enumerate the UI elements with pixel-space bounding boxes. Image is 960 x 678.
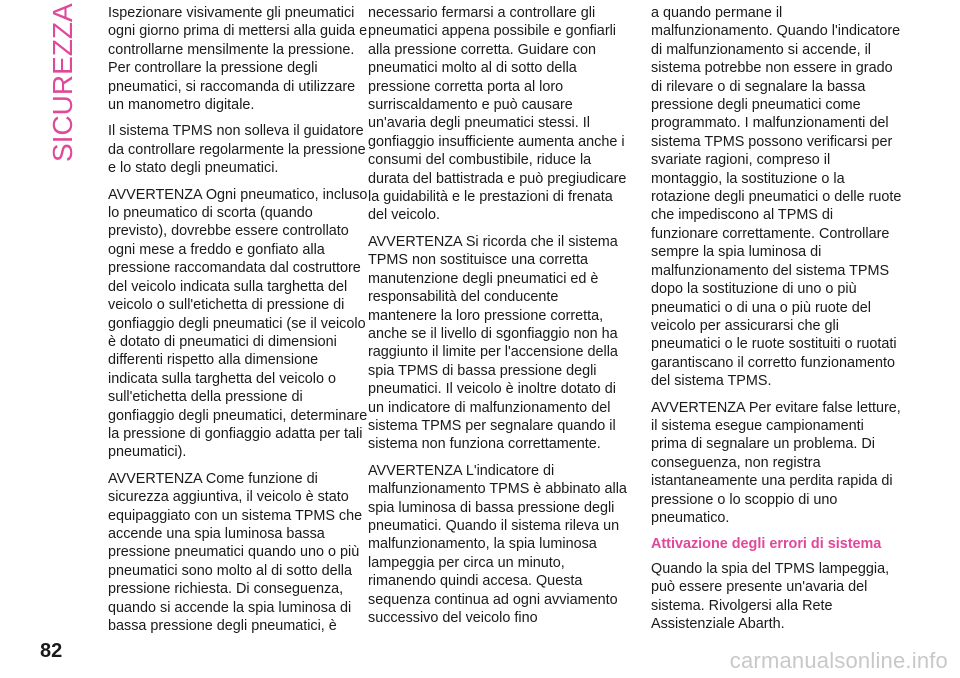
paragraph: AVVERTENZA L'indicatore di malfunzionamento TPMS è abbinato alla spia luminosa di bassa pressione degli pneumatici. Quando il sistema rileva un malfunzionamento, la spia luminosa lampeggia per circa un minuto, rimanendo quindi accesa. Questa sequenza continua ad ogni avviamento successivo del veicolo fino <box>368 462 627 626</box>
text-column-1 <box>108 4 370 643</box>
section-heading: Attivazione degli errori di sistema <box>651 536 882 553</box>
paragraph: AVVERTENZA Ogni pneumatico, incluso lo pneumatico di scorta (quando previsto), dovrebbe essere controllato ogni mese a freddo e gonfiato alla pressione raccomandata dal costruttore del veicolo indicata sulla targhetta del veicolo o sull'etichetta di pressione di gonfiaggio degli pneumatici (se il veicolo è dotato di pneumatici di dimensioni differenti rispetto alla dimensione indicata sulla targhetta del veicolo o sull'etichetta della pressione di gonfiaggio degli pneumatici, determinare la pressione di gonfiaggio adatta per tali pneumatici). <box>108 186 368 461</box>
paragraph: a quando permane il malfunzionamento. Quando l'indicatore di malfunzionamento si accende, il sistema potrebbe non essere in grado di rilevare o di segnalare la bassa pressione degli pneumatici come programmato. I malfunzionamenti del sistema TPMS possono verificarsi per svariate ragioni, compreso il montaggio, la sostituzione o la rotazione degli pneumatici o delle ruote che impediscono al TPMS di funzionare correttamente. Controllare sempre la spia luminosa di malfunzionamento del sistema TPMS dopo la sostituzione di uno o più pneumatici o di una o più ruote del veicolo per assicurarsi che gli pneumatici o le ruote sostituiti o ruotati garantiscano il corretto funzionamento del sistema TPMS. <box>651 5 902 390</box>
page-number: 82 <box>40 640 63 662</box>
watermark: carmanualsonline.info <box>729 648 948 673</box>
text-column-3 <box>651 4 903 641</box>
paragraph: Ispezionare visivamente gli pneumatici ogni giorno prima di mettersi alla guida e controllarne mensilmente la pressione. Per controllare la pressione degli pneumatici, si raccomanda di utilizzare un manometro digitale. <box>108 5 368 114</box>
section-label: SICUREZZA <box>47 3 78 162</box>
paragraph: necessario fermarsi a controllare gli pneumatici appena possibile e gonfiarli alla pressione corretta. Guidare con pneumatici molto al di sotto della pressione corretta porta al loro surriscaldamento e può causare un'avaria degli pneumatici stessi. Il gonfiaggio insufficiente aumenta anche i consumi del combustibile, riduce la durata del battistrada e può pregiudicare la guidabilità e le prestazioni di frenata del veicolo. <box>368 5 627 224</box>
paragraph: AVVERTENZA Come funzione di sicurezza aggiuntiva, il veicolo è stato equipaggiato con un sistema TPMS che accende una spia luminosa bassa pressione pneumatici quando uno o più pneumatici sono molto al di sotto della pressione richiesta. Di conseguenza, quando si accende la spia luminosa di bassa pressione degli pneumatici, è <box>108 470 363 634</box>
paragraph: AVVERTENZA Per evitare false letture, il sistema esegue campionamenti prima di segnalare un problema. Di conseguenza, non registra istantaneamente una perdita rapida di pressione o lo scoppio di uno pneumatico. <box>651 399 901 526</box>
paragraph: Quando la spia del TPMS lampeggia, può essere presente un'avaria del sistema. Rivolgersi alla Rete Assistenziale Abarth. <box>651 560 890 632</box>
paragraph: Il sistema TPMS non solleva il guidatore da controllare regolarmente la pressione e lo stato degli pneumatici. <box>108 123 366 177</box>
text-column-2 <box>368 4 630 635</box>
paragraph: AVVERTENZA Si ricorda che il sistema TPMS non sostituisce una corretta manutenzione degli pneumatici ed è responsabilità del conducente mantenere la loro pressione corretta, anche se il livello di sgonfiaggio non ha raggiunto il limite per l'accensione della spia TPMS di bassa pressione degli pneumatici. Il veicolo è inoltre dotato di un indicatore di malfunzionamento del sistema TPMS per segnalare quando il sistema non funziona correttamente. <box>368 233 618 453</box>
